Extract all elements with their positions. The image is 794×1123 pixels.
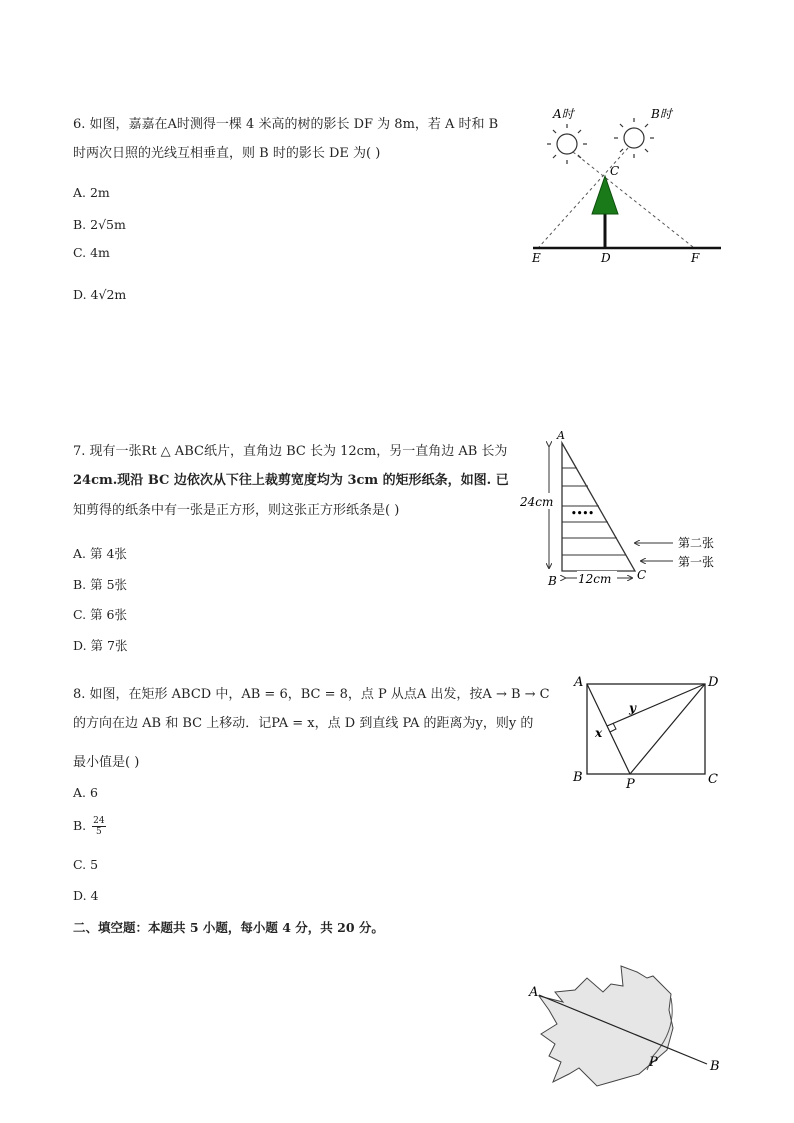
q7-option-c: C. 第 6张 — [73, 607, 127, 622]
q6-option-c: C. 4m — [73, 245, 110, 260]
label-d: D — [601, 251, 611, 265]
triangle-abc — [562, 443, 635, 571]
sun-b-icon — [614, 118, 654, 158]
segment-dp — [630, 684, 705, 774]
q7-stem-line1: 7. 现有一张Rt △ ABC纸片，直角边 BC 长为 12cm，另一直角边 AB 长为 — [73, 444, 508, 459]
label-sun-a: A时 — [553, 107, 574, 121]
tree-icon — [592, 176, 618, 214]
q7-stem-line3: 知剪得的纸条中有一张是正方形，则这张正方形纸条是( ) — [73, 503, 400, 518]
q8-stem-line2: 的方向在边 AB 和 BC 上移动．记PA = x，点 D 到直线 PA 的距离为y，则y 的 — [73, 716, 534, 731]
label-first-strip: 第一张 — [678, 555, 715, 569]
q7-stem-line2: 24cm.现沿 BC 边依次从下往上裁剪宽度均为 3cm 的矩形纸条，如图. 已 — [73, 473, 509, 488]
label-e: E — [532, 251, 541, 265]
q8-stem-line1: 8. 如图，在矩形 ABCD 中，AB = 6，BC = 8，点 P 从点A 出发，按A → B → C — [73, 687, 550, 702]
q8-stem-line3: 最小值是( ) — [73, 755, 140, 770]
q6-figure-shadow-diagram — [525, 100, 725, 270]
label-base: 12cm — [578, 572, 612, 586]
q9-figure-leaf — [525, 958, 730, 1098]
q8-figure-rectangle — [565, 670, 730, 795]
q6-stem-line2: 时两次日照的光线互相垂直，则 B 时的影长 DE 为( ) — [73, 146, 381, 161]
segment-ap — [587, 684, 630, 774]
label-p: P — [626, 777, 635, 792]
sun-a-icon — [547, 124, 587, 164]
ellipsis-dots: •••• — [571, 509, 595, 519]
label-a: A — [557, 429, 565, 442]
label-sun-b: B时 — [651, 107, 672, 121]
q8-option-c: C. 5 — [73, 857, 99, 872]
label-height: 24cm — [520, 495, 554, 509]
q7-figure-triangle-strips — [515, 428, 730, 593]
label-second-strip: 第二张 — [678, 536, 715, 550]
q6-stem-line1: 6. 如图，嘉嘉在A时测得一棵 4 米高的树的影长 DF 为 8m，若 A 时和 B — [73, 117, 499, 132]
q7-option-d: D. 第 7张 — [73, 638, 128, 653]
label-f: F — [691, 251, 700, 265]
q6-option-d: D. 4√2m — [73, 287, 127, 302]
label-b: B — [573, 770, 583, 785]
q6-option-b: B. 2√5m — [73, 217, 126, 232]
label-x: x — [595, 726, 603, 740]
fraction-numerator: 24 — [93, 816, 105, 826]
q8-option-b-fraction — [92, 816, 105, 837]
label-p: P — [649, 1055, 658, 1070]
q8-option-b — [73, 816, 106, 837]
rectangle-abcd — [587, 684, 705, 774]
label-b: B — [710, 1059, 720, 1074]
q6-option-a: A. 2m — [73, 185, 110, 200]
label-a: A — [529, 985, 539, 1000]
perpendicular-y — [607, 684, 705, 726]
label-d: D — [708, 675, 719, 690]
q7-option-b: B. 第 5张 — [73, 577, 128, 592]
ray-a-line — [573, 152, 693, 247]
fraction-denominator: 5 — [96, 827, 102, 837]
label-c: C — [610, 164, 620, 178]
q8-option-a: A. 6 — [73, 785, 98, 800]
section-2-title: 二、填空题：本题共 5 小题，每小题 4 分，共 20 分。 — [73, 920, 384, 935]
q7-option-a: A. 第 4张 — [73, 546, 127, 561]
label-c: C — [637, 568, 647, 582]
label-c: C — [708, 772, 718, 787]
label-a: A — [574, 675, 584, 690]
label-y: y — [629, 701, 636, 715]
label-b: B — [548, 574, 557, 588]
ray-b-line — [539, 148, 628, 247]
q8-option-d: D. 4 — [73, 888, 99, 903]
q8-option-b-label: B. — [73, 818, 87, 833]
